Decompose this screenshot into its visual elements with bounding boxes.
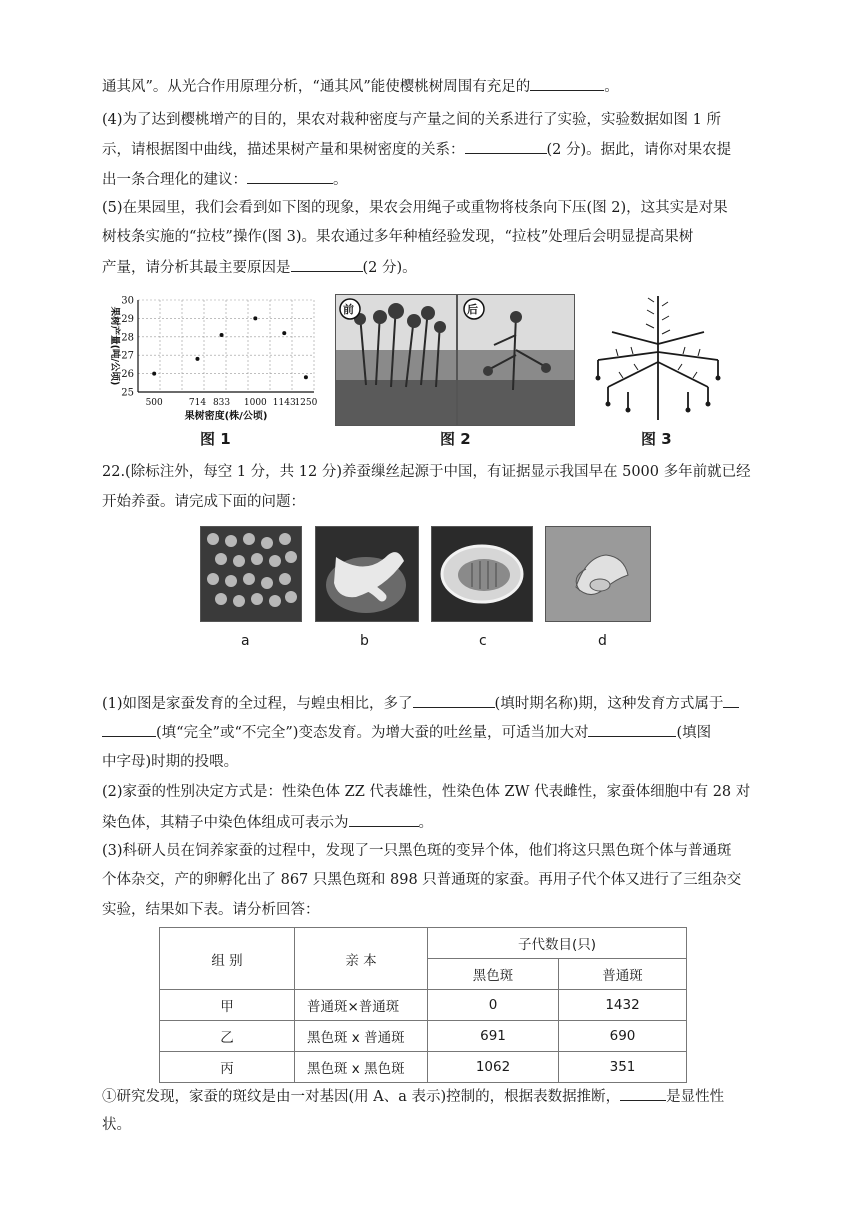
answer-blank[interactable]	[247, 169, 333, 184]
answer-blank[interactable]	[530, 76, 604, 91]
text: 通其风”。从光合作用原理分析，“通其风”能使樱桃树周围有充足的	[102, 79, 531, 95]
sub-question-1-line-1	[102, 693, 739, 714]
x-tick-label: 714	[188, 398, 207, 408]
question-22-line-1: 22.(除标注外，每空 1 分，共 12 分)养蚕缫丝起源于中国，有证据显示我国早在 5000 多年前就已经	[102, 464, 751, 480]
header-parent: 亲 本	[295, 928, 428, 990]
x-tick-label: 833	[212, 398, 231, 408]
y-tick-label: 27	[121, 350, 134, 362]
header-normal: 普通斑	[559, 959, 687, 990]
table-row	[160, 1021, 687, 1052]
before-label: 前	[343, 303, 354, 316]
text-line-5: (5)在果园里，我们会看到如下图的现象，果农会用绳子或重物将枝条向下压(图 2)，这其实是对果	[102, 200, 728, 216]
cell-group: 丙	[160, 1052, 295, 1083]
table-row	[160, 990, 687, 1021]
y-tick-label: 30	[121, 295, 134, 307]
figure-2-before-photo	[335, 294, 457, 426]
label-c: c	[479, 633, 487, 649]
silkworm-larva-photo	[315, 526, 419, 622]
figure-1-chart	[102, 294, 322, 424]
y-tick-label: 25	[121, 387, 134, 399]
sub-question-3-part-1-line-1	[102, 1086, 724, 1107]
x-tick-label: 500	[145, 398, 163, 408]
cell-normal: 690	[559, 1021, 687, 1052]
figure-2-caption: 图 2	[440, 430, 471, 448]
table-header-row	[160, 928, 687, 959]
header-group: 组 别	[160, 928, 295, 990]
question-22-line-2: 开始养蚕。请完成下面的问题：	[102, 494, 305, 510]
answer-blank[interactable]	[349, 812, 419, 827]
header-black: 黑色斑	[428, 959, 559, 990]
header-offspring: 子代数目(只)	[428, 928, 687, 959]
text-line-2: (4)为了达到樱桃增产的目的，果农对栽种密度与产量之间的关系进行了实验，实验数据如图 1 所	[102, 112, 721, 128]
y-tick-label: 26	[121, 369, 134, 381]
sub-question-3-line-1: (3)科研人员在饲养家蚕的过程中，发现了一只黑色斑的变异个体，他们将这只黑色斑个体与普通斑	[102, 843, 732, 859]
sub-question-3-part-1-line-2: 状。	[102, 1117, 131, 1133]
data-point	[282, 331, 286, 335]
data-point	[195, 357, 199, 361]
text: 。	[604, 79, 619, 95]
cross-results-table	[159, 927, 687, 1083]
yield-density-chart	[102, 294, 322, 424]
text-line-3	[102, 139, 731, 160]
answer-blank[interactable]	[413, 693, 495, 708]
sub-question-3-line-2: 个体杂交，产的卵孵化出了 867 只黑色斑和 898 只普通斑的家蚕。再用子代个体又进行了三组杂交	[102, 872, 742, 888]
text: (填“完全”或“不完全”)变态发育。为增大蚕的吐丝量，可适当加大对	[156, 725, 589, 741]
sub-question-1-line-3: 中字母)时期的投喂。	[102, 754, 239, 770]
text: 示，请根据图中曲线，描述果树产量和果树密度的关系：	[102, 142, 465, 158]
cell-group: 甲	[160, 990, 295, 1021]
cell-parent: 普通斑×普通斑	[295, 990, 428, 1021]
text: 是显性性	[666, 1089, 725, 1105]
answer-blank[interactable]	[588, 722, 676, 737]
table-row	[160, 1052, 687, 1083]
answer-blank[interactable]	[291, 257, 363, 272]
label-a: a	[241, 633, 250, 649]
figure-3-drawing	[588, 292, 728, 424]
silkworm-egg-photo	[200, 526, 302, 622]
data-point	[304, 375, 308, 379]
answer-blank[interactable]	[102, 722, 156, 737]
text-line-4	[102, 169, 348, 190]
text: 。	[418, 815, 433, 831]
text-line-7	[102, 257, 417, 278]
text: (填时期名称)期，这种发育方式属于	[494, 696, 724, 712]
text: 产量，请分析其最主要原因是	[102, 260, 291, 276]
cell-black: 0	[428, 990, 559, 1021]
text: 出一条合理化的建议：	[102, 172, 247, 188]
cell-parent: 黑色斑 x 普通斑	[295, 1021, 428, 1052]
figure-2-after-photo	[457, 294, 575, 426]
x-tick-label: 1250	[294, 398, 318, 408]
cell-parent: 黑色斑 x 黑色斑	[295, 1052, 428, 1083]
text: (填图	[676, 725, 712, 741]
data-point	[220, 333, 224, 337]
text-line-1	[102, 76, 619, 97]
sub-question-3-line-3: 实验，结果如下表。请分析回答：	[102, 902, 320, 918]
answer-blank[interactable]	[723, 693, 739, 708]
sub-question-2-line-1: (2)家蚕的性别决定方式是：性染色体 ZZ 代表雄性，性染色体 ZW 代表雌性，家蚕体细胞中有 28 对	[102, 784, 751, 800]
figure-1-caption: 图 1	[200, 430, 231, 448]
text: ①研究发现，家蚕的斑纹是由一对基因(用 A、a 表示)控制的，根据表数据推断，	[102, 1089, 621, 1105]
cell-black: 691	[428, 1021, 559, 1052]
text-line-6: 树枝条实施的“拉枝”操作(图 3)。果农通过多年种植经验发现，“拉枝”处理后会明显提高果树	[102, 229, 694, 245]
sub-question-2-line-2	[102, 812, 433, 833]
text: 。	[333, 172, 348, 188]
text: (2 分)。	[362, 260, 417, 276]
label-b: b	[360, 633, 369, 649]
x-tick-label: 1143	[272, 398, 296, 408]
data-point	[253, 316, 257, 320]
cell-group: 乙	[160, 1021, 295, 1052]
text: (2 分)。据此，请你对果农提	[546, 142, 732, 158]
sub-question-1-line-2	[102, 722, 711, 743]
figure-3-caption: 图 3	[641, 430, 672, 448]
y-tick-label: 29	[121, 313, 134, 325]
x-tick-label: 1000	[243, 398, 267, 408]
answer-blank[interactable]	[465, 139, 547, 154]
data-point	[152, 372, 156, 376]
text: 染色体，其精子中染色体组成可表示为	[102, 815, 349, 831]
after-label: 后	[467, 303, 478, 316]
cell-normal: 1432	[559, 990, 687, 1021]
y-axis-label: 果树产量(吨/公顷)	[109, 306, 120, 386]
label-d: d	[598, 633, 607, 649]
text: (1)如图是家蚕发育的全过程，与蝗虫相比，多了	[102, 696, 413, 712]
cell-black: 1062	[428, 1052, 559, 1083]
y-tick-label: 28	[121, 332, 134, 344]
x-axis-label: 果树密度(株/公顷)	[184, 411, 268, 422]
cell-normal: 351	[559, 1052, 687, 1083]
answer-blank[interactable]	[620, 1086, 666, 1101]
silkworm-moth-photo	[545, 526, 651, 622]
silkworm-pupa-photo	[431, 526, 533, 622]
